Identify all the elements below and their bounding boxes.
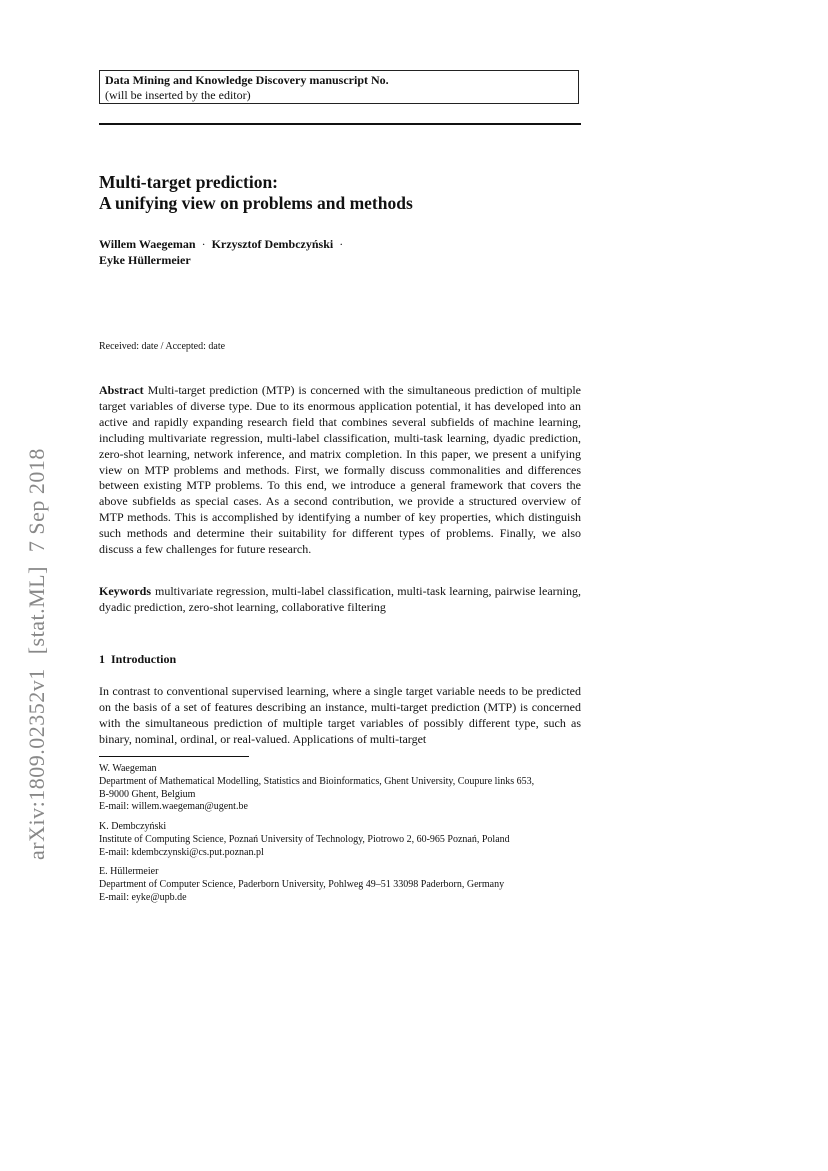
- affiliation-email: E-mail: eyke@upb.de: [99, 891, 187, 903]
- received-date: Received: date / Accepted: date: [99, 341, 226, 352]
- paper-title: [99, 172, 579, 214]
- affiliation-name: W. Waegeman: [99, 763, 157, 774]
- footnote-rule: [99, 756, 249, 757]
- section-title: Introduction: [111, 652, 177, 666]
- author-list: [99, 236, 579, 268]
- affiliation-waegeman: [99, 763, 581, 814]
- arxiv-date: 7 Sep 2018: [24, 448, 49, 553]
- keywords-label: Keywords: [99, 584, 151, 598]
- section-heading: [99, 652, 176, 667]
- abstract-text: Multi-target prediction (MTP) is concerned with the simultaneous prediction of multiple target variables of diverse type. Due to its enormous application potential, it has developed into an active and rapidly expanding research field that combines several subfields of machine learning, including multivariate regression, multi-label classification, multi-task learning, dyadic prediction, zero-shot learning, network inference, and matrix completion. In this paper, we present a unifying view on MTP problems and methods. First, we formally discuss commonalities and differences between existing MTP problems. To this end, we introduce a general framework that covers the above subfields as special cases. As a second contribution, we provide a structured overview of MTP methods. This is accomplished by identifying a number of key properties, which distinguish such methods and determine their suitability for different types of problems. Finally, we also discuss a few challenges for future research.: [99, 383, 581, 557]
- author-hullermeier: Eyke Hüllermeier: [99, 253, 191, 267]
- section-number: 1: [99, 652, 105, 666]
- header-rule: [99, 123, 581, 125]
- affiliation-line: Department of Mathematical Modelling, Statistics and Bioinformatics, Ghent University, Coupure links 653,: [99, 775, 535, 787]
- arxiv-id: arXiv:1809.02352v1: [24, 668, 49, 860]
- journal-header-box: [99, 70, 579, 104]
- affiliation-hullermeier: [99, 866, 581, 904]
- affiliation-dembczynski: [99, 821, 581, 859]
- intro-body: [99, 684, 581, 748]
- abstract-label: Abstract: [99, 383, 144, 397]
- editor-note: (will be inserted by the editor): [105, 88, 251, 102]
- affiliation-email: E-mail: kdembczynski@cs.put.poznan.pl: [99, 846, 264, 858]
- affiliation-name: E. Hüllermeier: [99, 866, 159, 877]
- title-line-2: A unifying view on problems and methods: [99, 193, 413, 213]
- abstract: [99, 383, 581, 558]
- author-dembczynski: Krzysztof Dembczyński: [211, 237, 334, 251]
- affiliation-line: Department of Computer Science, Paderborn University, Pohlweg 49–51 33098 Paderborn, Germany: [99, 878, 505, 890]
- affiliation-line: B-9000 Ghent, Belgium: [99, 788, 196, 800]
- affiliation-name: K. Dembczyński: [99, 821, 167, 832]
- arxiv-category: [stat.ML]: [24, 566, 49, 655]
- keywords: [99, 584, 581, 616]
- affiliation-email: E-mail: willem.waegeman@ugent.be: [99, 801, 248, 813]
- author-separator: ·: [201, 237, 206, 251]
- author-separator: ·: [339, 237, 344, 251]
- author-waegeman: Willem Waegeman: [99, 237, 196, 251]
- title-line-1: Multi-target prediction:: [99, 172, 279, 192]
- keywords-text: multivariate regression, multi-label classification, multi-task learning, pairwise learning, dyadic prediction, zero-shot learning, collaborative filtering: [99, 584, 581, 614]
- affiliation-line: Institute of Computing Science, Poznań University of Technology, Piotrowo 2, 60-965 Poznań, Poland: [99, 833, 510, 845]
- journal-name: Data Mining and Knowledge Discovery manuscript No.: [105, 73, 389, 87]
- arxiv-stamp: [24, 434, 50, 860]
- intro-paragraph: In contrast to conventional supervised learning, where a single target variable needs to be predicted on the basis of a set of features describing an instance, multi-target prediction (MTP) is concerned with the simultaneous prediction of multiple target variables of possibly different type, such as binary, nominal, ordinal, or real-valued. Applications of multi-target: [99, 684, 581, 746]
